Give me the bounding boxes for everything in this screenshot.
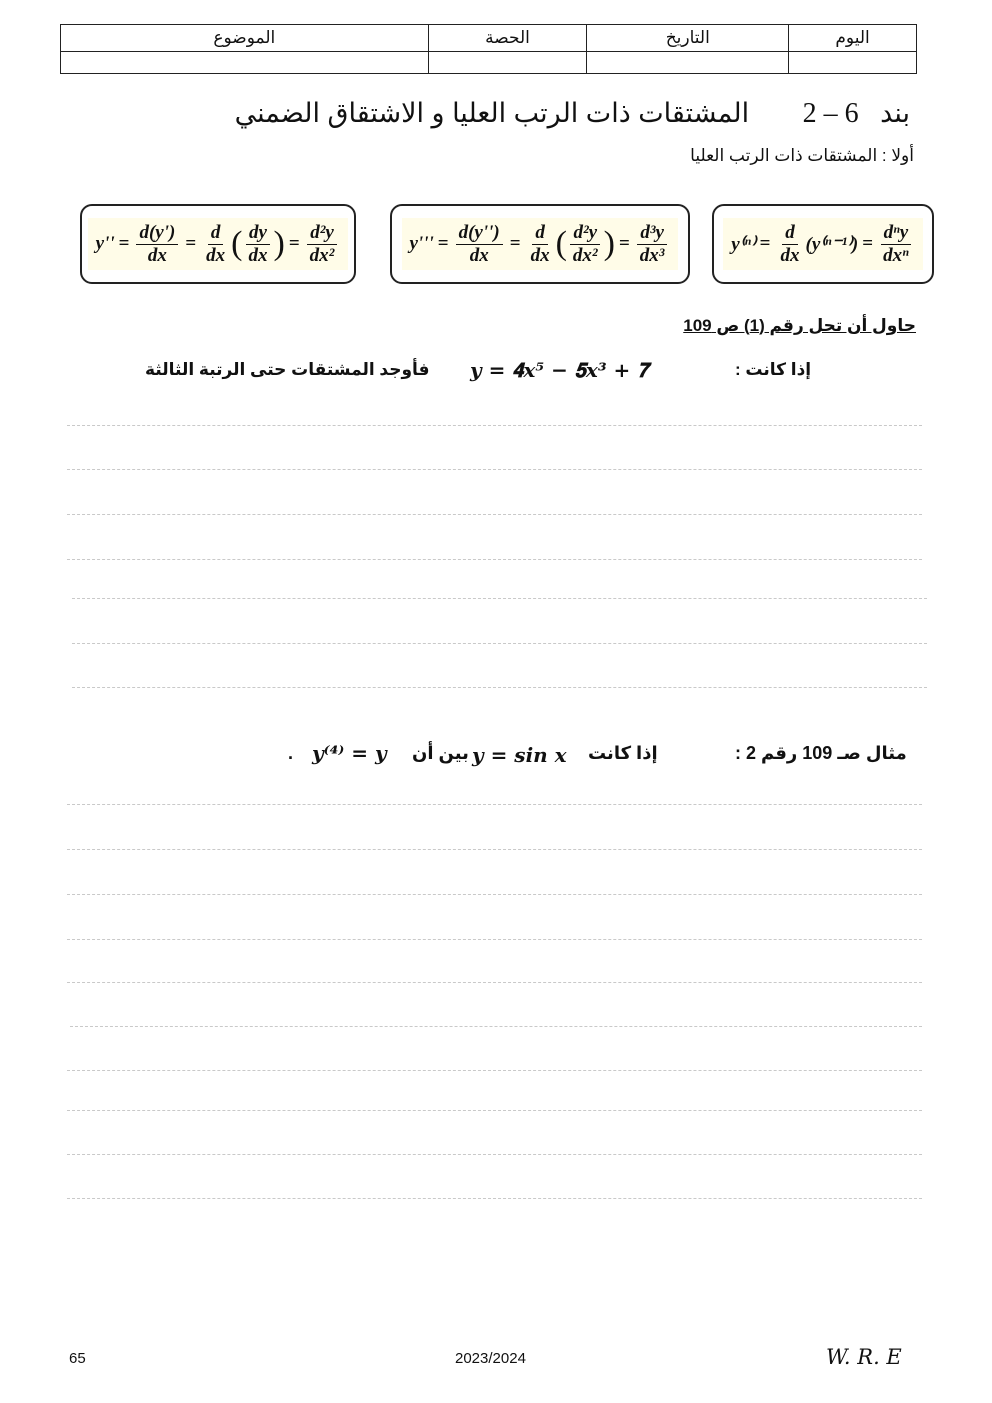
header-subject: الموضوع (61, 25, 429, 52)
answer-line[interactable] (67, 559, 922, 560)
example2-end: . (288, 743, 294, 763)
fraction: $\frac{d(y')}{dx}$ (136, 222, 178, 267)
header-table (60, 24, 917, 74)
exercise1-if-label: إذا كانت : (735, 360, 812, 379)
answer-line[interactable] (67, 1198, 922, 1199)
section-number: 6 – 2 (802, 98, 859, 129)
fraction: $\frac{d}{dx}$ (780, 221, 800, 266)
formula-mid: (y⁽ⁿ⁻¹⁾) (805, 233, 859, 255)
formula-second-derivative: y'' = $\frac{d(y')}{dx}$ = $\frac{d}{dx}$ ( $\frac{dy}{dx}$ ) = $\frac{\text{d²y}}{\text{dx²}}$ (88, 218, 349, 271)
answer-line[interactable] (67, 425, 922, 426)
answer-line[interactable] (72, 598, 927, 599)
header-date-cell[interactable] (587, 52, 789, 74)
formula-third-derivative: y''' = $\frac{d(y'')}{dx}$ = $\frac{d}{dx}$ ( $\frac{\text{d²y}}{\text{dx²}}$ ) = $\frac{\text{d³y}}{\text{dx³}}$ (402, 218, 679, 271)
answer-line[interactable] (67, 804, 922, 805)
section-title: المشتقات ذات الرتب العليا و الاشتقاق الضمني (234, 98, 750, 128)
fraction: $\frac{d(y'')}{dx}$ (456, 222, 503, 267)
answer-line[interactable] (67, 1154, 922, 1155)
answer-line[interactable] (67, 514, 922, 515)
subtitle: أولا : المشتقات ذات الرتب العليا (690, 146, 914, 165)
answer-line[interactable] (67, 849, 922, 850)
example2-equation2: 𝒚⁽⁴⁾ = 𝒚 (312, 741, 387, 765)
section-label: بند (880, 98, 910, 128)
answer-line[interactable] (67, 939, 922, 940)
answer-line[interactable] (70, 1026, 922, 1027)
header-day: اليوم (789, 25, 917, 52)
header-period-cell[interactable] (428, 52, 587, 74)
example2-equation1: 𝒚 = 𝒔𝒊𝒏 𝒙 (472, 743, 567, 767)
answer-line[interactable] (67, 469, 922, 470)
header-date: التاريخ (587, 25, 789, 52)
exercise1-equation: 𝒚 = 𝟒𝒙⁵ − 𝟓𝒙³ + 𝟕 (470, 358, 649, 382)
fraction: $\frac{d}{dx}$ (530, 221, 550, 266)
section-heading (235, 98, 910, 130)
header-period: الحصة (428, 25, 587, 52)
answer-line[interactable] (72, 643, 927, 644)
fraction: $\frac{d}{dx}$ (206, 221, 226, 266)
answer-line[interactable] (67, 1070, 922, 1071)
formula-lhs: y'' (95, 233, 115, 254)
formula-lhs: y⁽ⁿ⁾ (731, 233, 756, 255)
footer-signature: W. R. E (826, 1345, 902, 1369)
fraction: $\frac{\text{d³y}}{\text{dx³}}$ (637, 222, 668, 267)
exercise1-task: فأوجد المشتقات حتى الرتبة الثالثة (145, 360, 430, 379)
example2-label: مثال صـ 109 رقم 2 : (735, 743, 907, 763)
formula-box-second-derivative (80, 204, 356, 284)
example2-if-label: إذا كانت (588, 743, 658, 763)
formula-box-nth-derivative (712, 204, 934, 284)
header-day-cell[interactable] (789, 52, 917, 74)
answer-line[interactable] (67, 982, 922, 983)
answer-line[interactable] (72, 687, 927, 688)
fraction: $\frac{\text{d²y}}{\text{dx²}}$ (570, 222, 601, 267)
footer-page-number: 65 (69, 1350, 86, 1367)
exercise1-heading: حاول أن تحل رقم (1) ص 109 (683, 316, 916, 335)
fraction: $\frac{\text{d²y}}{\text{dx²}}$ (307, 222, 338, 267)
formula-lhs: y''' (409, 233, 434, 254)
footer-year: 2023/2024 (455, 1350, 526, 1367)
fraction: $\frac{\text{dⁿy}}{\text{dxⁿ}}$ (880, 222, 912, 267)
answer-line[interactable] (67, 894, 922, 895)
answer-line[interactable] (67, 1110, 922, 1111)
formula-nth-derivative: y⁽ⁿ⁾ = $\frac{d}{dx}$ (y⁽ⁿ⁻¹⁾) = $\frac{\text{dⁿy}}{\text{dxⁿ}}$ (723, 218, 922, 271)
example2-show-label: بين أن (412, 743, 469, 763)
formula-box-third-derivative (390, 204, 690, 284)
header-subject-cell[interactable] (61, 52, 429, 74)
fraction: $\frac{dy}{dx}$ (246, 222, 271, 267)
